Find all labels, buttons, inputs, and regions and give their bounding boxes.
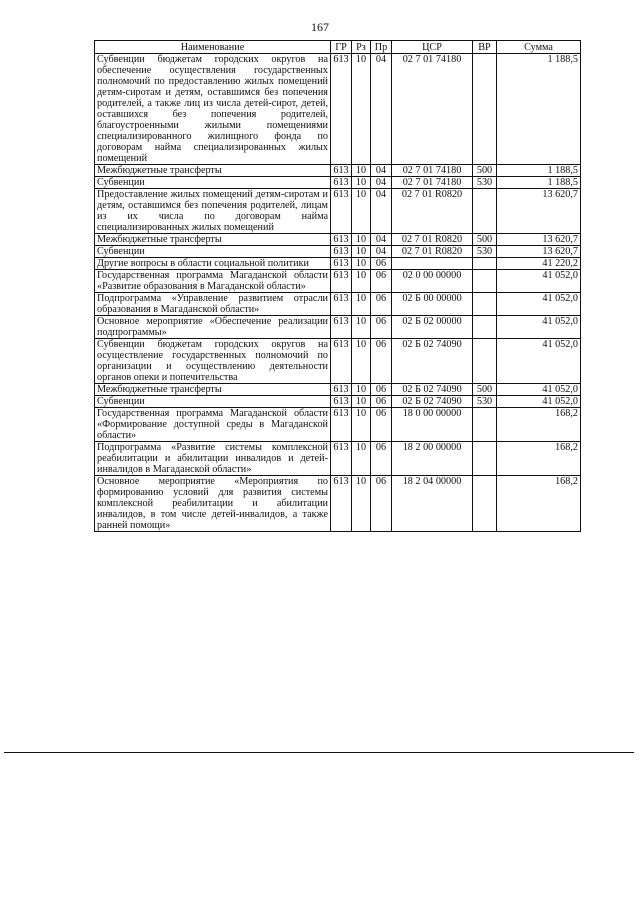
row-csr: 02 7 01 74180	[392, 165, 473, 177]
row-gr: 613	[331, 384, 352, 396]
row-name: Основное мероприятие «Обеспечение реализации подпрограммы»	[95, 316, 331, 339]
row-pr: 06	[371, 442, 392, 476]
row-sum: 168,2	[497, 442, 581, 476]
row-csr	[392, 258, 473, 270]
row-rz: 10	[352, 339, 371, 384]
row-gr: 613	[331, 316, 352, 339]
table-row	[95, 442, 581, 476]
row-rz: 10	[352, 189, 371, 234]
row-gr: 613	[331, 396, 352, 408]
table-row	[95, 165, 581, 177]
row-csr: 02 Б 02 74090	[392, 384, 473, 396]
row-vr: 500	[473, 234, 497, 246]
row-csr: 02 7 01 74180	[392, 54, 473, 165]
row-gr: 613	[331, 189, 352, 234]
row-gr: 613	[331, 408, 352, 442]
row-vr	[473, 54, 497, 165]
row-name: Государственная программа Магаданской области «Развитие образования в Магаданской области»	[95, 270, 331, 293]
row-vr	[473, 270, 497, 293]
row-vr: 530	[473, 177, 497, 189]
row-name: Субвенции бюджетам городских округов на осуществление государственных полномочий по организации и осуществлению деятельности органов опеки и попечительства	[95, 339, 331, 384]
row-rz: 10	[352, 258, 371, 270]
table-row	[95, 293, 581, 316]
table-row	[95, 408, 581, 442]
row-pr: 04	[371, 165, 392, 177]
row-csr: 18 0 00 00000	[392, 408, 473, 442]
header-rz: Рз	[352, 41, 371, 54]
row-rz: 10	[352, 476, 371, 532]
row-gr: 613	[331, 234, 352, 246]
row-pr: 06	[371, 316, 392, 339]
row-name: Межбюджетные трансферты	[95, 165, 331, 177]
row-csr: 02 7 01 R0820	[392, 234, 473, 246]
row-gr: 613	[331, 258, 352, 270]
row-name: Субвенции	[95, 396, 331, 408]
row-rz: 10	[352, 177, 371, 189]
table-row	[95, 54, 581, 165]
row-pr: 06	[371, 476, 392, 532]
row-sum: 13 620,7	[497, 234, 581, 246]
row-gr: 613	[331, 177, 352, 189]
row-vr	[473, 442, 497, 476]
row-rz: 10	[352, 442, 371, 476]
table-row	[95, 384, 581, 396]
row-sum: 13 620,7	[497, 189, 581, 234]
row-sum: 168,2	[497, 476, 581, 532]
table-row	[95, 189, 581, 234]
table-row	[95, 339, 581, 384]
row-rz: 10	[352, 54, 371, 165]
row-sum: 41 052,0	[497, 339, 581, 384]
row-rz: 10	[352, 246, 371, 258]
page-number: 167	[311, 20, 329, 34]
row-name: Субвенции	[95, 177, 331, 189]
row-gr: 613	[331, 442, 352, 476]
row-sum: 1 188,5	[497, 165, 581, 177]
row-name: Подпрограмма «Управление развитием отрасли образования в Магаданской области»	[95, 293, 331, 316]
row-gr: 613	[331, 476, 352, 532]
header-pr: Пр	[371, 41, 392, 54]
row-vr: 530	[473, 246, 497, 258]
row-gr: 613	[331, 339, 352, 384]
row-name: Межбюджетные трансферты	[95, 384, 331, 396]
row-pr: 06	[371, 258, 392, 270]
header-sum: Сумма	[497, 41, 581, 54]
row-csr: 18 2 00 00000	[392, 442, 473, 476]
row-csr: 02 Б 02 74090	[392, 396, 473, 408]
header-csr: ЦСР	[392, 41, 473, 54]
row-name: Субвенции	[95, 246, 331, 258]
row-csr: 02 7 01 74180	[392, 177, 473, 189]
row-sum: 168,2	[497, 408, 581, 442]
row-vr	[473, 316, 497, 339]
row-name: Межбюджетные трансферты	[95, 234, 331, 246]
header-vr: ВР	[473, 41, 497, 54]
row-sum: 1 188,5	[497, 54, 581, 165]
row-rz: 10	[352, 384, 371, 396]
table-row	[95, 476, 581, 532]
row-rz: 10	[352, 396, 371, 408]
row-gr: 613	[331, 54, 352, 165]
header-name: Наименование	[95, 41, 331, 54]
row-vr	[473, 293, 497, 316]
row-sum: 41 052,0	[497, 293, 581, 316]
row-pr: 04	[371, 246, 392, 258]
row-pr: 06	[371, 270, 392, 293]
row-sum: 41 220,2	[497, 258, 581, 270]
row-rz: 10	[352, 234, 371, 246]
row-name: Другие вопросы в области социальной политики	[95, 258, 331, 270]
table-row	[95, 177, 581, 189]
row-pr: 04	[371, 54, 392, 165]
row-pr: 06	[371, 408, 392, 442]
footer-divider	[4, 752, 634, 753]
row-csr: 02 Б 02 00000	[392, 316, 473, 339]
table-row	[95, 246, 581, 258]
row-rz: 10	[352, 270, 371, 293]
row-csr: 02 Б 02 74090	[392, 339, 473, 384]
row-sum: 41 052,0	[497, 270, 581, 293]
row-vr	[473, 476, 497, 532]
table-row	[95, 396, 581, 408]
row-pr: 06	[371, 293, 392, 316]
row-sum: 41 052,0	[497, 316, 581, 339]
row-rz: 10	[352, 316, 371, 339]
row-name: Субвенции бюджетам городских округов на обеспечение осуществления государственных полномочий по предоставлению жилых помещений детям-сиротам и детям, оставшимся без попечения родителей, а также лиц из числа детей-сирот, детей, оставшихся без попечения родителей, благоустроенными жилыми помещениями специализированного жилищного фонда по договорам найма специализированных жилых помещений	[95, 54, 331, 165]
row-vr: 500	[473, 165, 497, 177]
row-name: Основное мероприятие «Мероприятия по формированию условий для развития системы комплексной реабилитации и абилитации инвалидов, в том числе детей-инвалидов, а также ранней помощи»	[95, 476, 331, 532]
row-gr: 613	[331, 246, 352, 258]
row-gr: 613	[331, 293, 352, 316]
row-csr: 18 2 04 00000	[392, 476, 473, 532]
row-csr: 02 0 00 00000	[392, 270, 473, 293]
row-name: Подпрограмма «Развитие системы комплексной реабилитации и абилитации инвалидов и детей-инвалидов в Магаданской области»	[95, 442, 331, 476]
header-gr: ГР	[331, 41, 352, 54]
row-sum: 13 620,7	[497, 246, 581, 258]
row-sum: 41 052,0	[497, 384, 581, 396]
table-row	[95, 316, 581, 339]
row-name: Предоставление жилых помещений детям-сиротам и детям, оставшимся без попечения родителей, лицам из их числа по договорам найма специализированных жилых помещений	[95, 189, 331, 234]
row-pr: 06	[371, 339, 392, 384]
row-rz: 10	[352, 408, 371, 442]
table-row	[95, 270, 581, 293]
row-gr: 613	[331, 165, 352, 177]
row-vr	[473, 189, 497, 234]
row-vr: 500	[473, 384, 497, 396]
row-csr: 02 7 01 R0820	[392, 189, 473, 234]
row-pr: 06	[371, 396, 392, 408]
row-pr: 04	[371, 189, 392, 234]
row-pr: 04	[371, 177, 392, 189]
row-csr: 02 7 01 R0820	[392, 246, 473, 258]
row-sum: 41 052,0	[497, 396, 581, 408]
row-vr: 530	[473, 396, 497, 408]
row-vr	[473, 339, 497, 384]
row-name: Государственная программа Магаданской области «Формирование доступной среды в Магаданской области»	[95, 408, 331, 442]
row-rz: 10	[352, 293, 371, 316]
table-row	[95, 234, 581, 246]
row-vr	[473, 258, 497, 270]
table-row	[95, 258, 581, 270]
row-pr: 06	[371, 384, 392, 396]
row-csr: 02 Б 00 00000	[392, 293, 473, 316]
row-vr	[473, 408, 497, 442]
row-sum: 1 188,5	[497, 177, 581, 189]
row-pr: 04	[371, 234, 392, 246]
header-row	[95, 41, 581, 54]
budget-table	[94, 40, 581, 532]
row-gr: 613	[331, 270, 352, 293]
row-rz: 10	[352, 165, 371, 177]
